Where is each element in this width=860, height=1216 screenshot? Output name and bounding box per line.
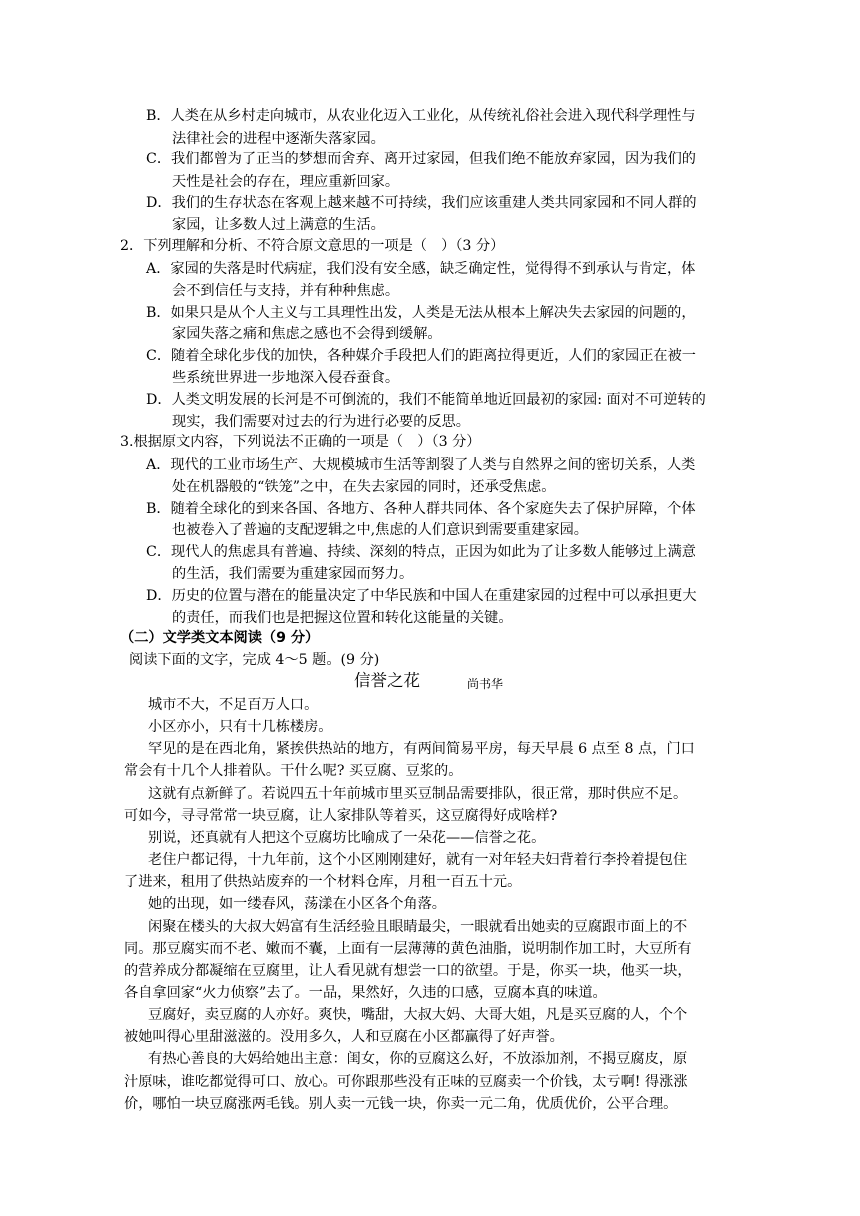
q1-option-b-line1: B．人类在从乡村走向城市，从农业化迈入工业化，从传统礼俗社会进入现代科学理性与 xyxy=(146,108,696,124)
story-paragraph-4-line2: 可如今，寻寻常常一块豆腐，让人家排队等着买，这豆腐得好成啥样? xyxy=(124,808,558,824)
q3-option-c-line2: 的生活，我们需要为重建家园而努力。 xyxy=(172,566,414,582)
story-paragraph-7: 她的出现，如一缕春风，荡漾在小区各个角落。 xyxy=(148,896,446,912)
story-author: 尚书华 xyxy=(467,677,504,691)
q2-option-d-line1: D．人类文明发展的长河是不可倒流的，我们不能简单地近回最初的家园: 面对不可逆转的 xyxy=(146,392,706,408)
q2-option-b-line2: 家园失落之痛和焦虑之感也不会得到缓解。 xyxy=(172,326,442,342)
q2-stem: 2．下列理解和分析、不符合原文意思的一项是（ ）（3 分） xyxy=(120,238,505,254)
story-paragraph-3-line2: 常会有十几个人排着队。干什么呢? 买豆腐、豆浆的。 xyxy=(124,763,463,779)
section-heading: （二）文学类文本阅读（9 分） xyxy=(120,630,320,646)
story-paragraph-6-line1: 老住户都记得，十九年前，这个小区刚刚建好，就有一对年轻夫妇背着行李拎着提包住 xyxy=(148,852,688,868)
story-paragraph-3-line1: 罕见的是在西北角，紧挨供热站的地方，有两间简易平房，每天早晨 6 点至 8 点，门口 xyxy=(148,741,695,757)
q2-option-d-line2: 现实，我们需要对过去的行为进行必要的反思。 xyxy=(172,414,470,430)
story-paragraph-8-line2: 同。那豆腐实而不老、嫩而不囊，上面有一层薄薄的黄色油脂，说明制作加工时，大豆所有 xyxy=(124,941,692,957)
story-paragraph-8-line3: 的营养成分都凝缩在豆腐里，让人看见就有想尝一口的欲望。于是，你买一块，他买一块， xyxy=(124,963,692,979)
q3-option-c-line1: C．现代人的焦虑具有普遍、持续、深刻的特点，正因为如此为了让多数人能够过上满意 xyxy=(146,544,696,560)
q3-option-a-line2: 处在机器般的“铁笼”之中，在失去家园的同时，还承受焦虑。 xyxy=(172,479,556,495)
story-title: 信誉之花 xyxy=(354,671,420,690)
q3-option-a-line1: A．现代的工业市场生产、大规模城市生活等割裂了人类与自然界之间的密切关系，人类 xyxy=(146,457,696,473)
q3-option-d-line2: 的责任，而我们也是把握这位置和转化这能量的关键。 xyxy=(172,610,513,626)
q3-option-b-line1: B．随着全球化的到来各国、各地方、各种人群共同体、各个家庭失去了保护屏障，个体 xyxy=(146,501,696,517)
story-paragraph-8-line1: 闲聚在楼头的大叔大妈富有生活经验且眼睛最尖，一眼就看出她卖的豆腐跟市面上的不 xyxy=(148,919,688,935)
story-paragraph-1: 城市不大，不足百万人口。 xyxy=(148,697,319,713)
q2-option-a-line2: 会不到信任与支持，并有种种焦虑。 xyxy=(172,283,400,299)
q3-option-d-line1: D．历史的位置与潜在的能量决定了中华民族和中国人在重建家园的过程中可以承担更大 xyxy=(146,588,697,604)
story-paragraph-9-line2: 被她叫得心里甜滋滋的。没用多久，人和豆腐在小区都赢得了好声誉。 xyxy=(124,1029,564,1045)
story-paragraph-9-line1: 豆腐好，卖豆腐的人亦好。爽快，嘴甜，大叔大妈、大哥大姐，凡是买豆腐的人，个个 xyxy=(148,1007,688,1023)
story-paragraph-5: 别说，还真就有人把这个豆腐坊比喻成了一朵花——信誉之花。 xyxy=(148,830,546,846)
story-paragraph-2: 小区亦小，只有十几栋楼房。 xyxy=(148,719,333,735)
story-paragraph-8-line4: 各自拿回家“火力侦察”去了。一品，果然好，久违的口感，豆腐本真的味道。 xyxy=(124,985,607,1001)
story-paragraph-10-line3: 价，哪怕一块豆腐涨两毛钱。别人卖一元钱一块，你卖一元二角，优质优价，公平合理。 xyxy=(124,1096,678,1112)
q2-option-a-line1: A．家园的失落是时代病症，我们没有安全感，缺乏确定性，觉得得不到承认与肯定，体 xyxy=(146,261,696,277)
q1-option-b-line2: 法律社会的进程中逐渐失落家园。 xyxy=(172,131,385,147)
story-paragraph-4-line1: 这就有点新鲜了。若说四五十年前城市里买豆制品需要排队，很正常，那时供应不足。 xyxy=(148,786,688,802)
q1-option-c-line2: 天性是社会的存在，理应重新回家。 xyxy=(172,174,400,190)
q3-stem: 3.根据原文内容，下列说法不正确的一项是（ ）（3 分） xyxy=(120,434,481,450)
q2-option-b-line1: B．如果只是从个人主义与工具理性出发，人类是无法从根本上解决失去家园的问题的， xyxy=(146,305,696,321)
q2-option-c-line1: C．随着全球化步伐的加快，各种媒介手段把人们的距离拉得更近，人们的家园正在被一 xyxy=(146,348,696,364)
section-intro: 阅读下面的文字，完成 4～5 题。(9 分) xyxy=(129,652,380,668)
q3-option-b-line2: 也被卷入了普遍的支配逻辑之中,焦虑的人们意识到需要重建家园。 xyxy=(172,522,588,538)
story-paragraph-10-line2: 汁原味，谁吃都觉得可口、放心。可你跟那些没有正味的豆腐卖一个价钱，太亏啊! 得涨涨 xyxy=(124,1074,688,1090)
q1-option-c-line1: C．我们都曾为了正当的梦想而舍弃、离开过家园，但我们绝不能放弃家园，因为我们的 xyxy=(146,151,696,167)
q1-option-d-line2: 家园，让多数人过上满意的生活。 xyxy=(172,217,385,233)
q2-option-c-line2: 些系统世界进一步地深入侵吞蚕食。 xyxy=(172,370,400,386)
story-paragraph-10-line1: 有热心善良的大妈给她出主意：闺女，你的豆腐这么好，不放添加剂，不揭豆腐皮，原 xyxy=(148,1051,688,1067)
q1-option-d-line1: D．我们的生存状态在客观上越来越不可持续，我们应该重建人类共同家园和不同人群的 xyxy=(146,195,697,211)
story-paragraph-6-line2: 了进来，租用了供热站废弃的一个材料仓库，月租一百五十元。 xyxy=(124,874,522,890)
